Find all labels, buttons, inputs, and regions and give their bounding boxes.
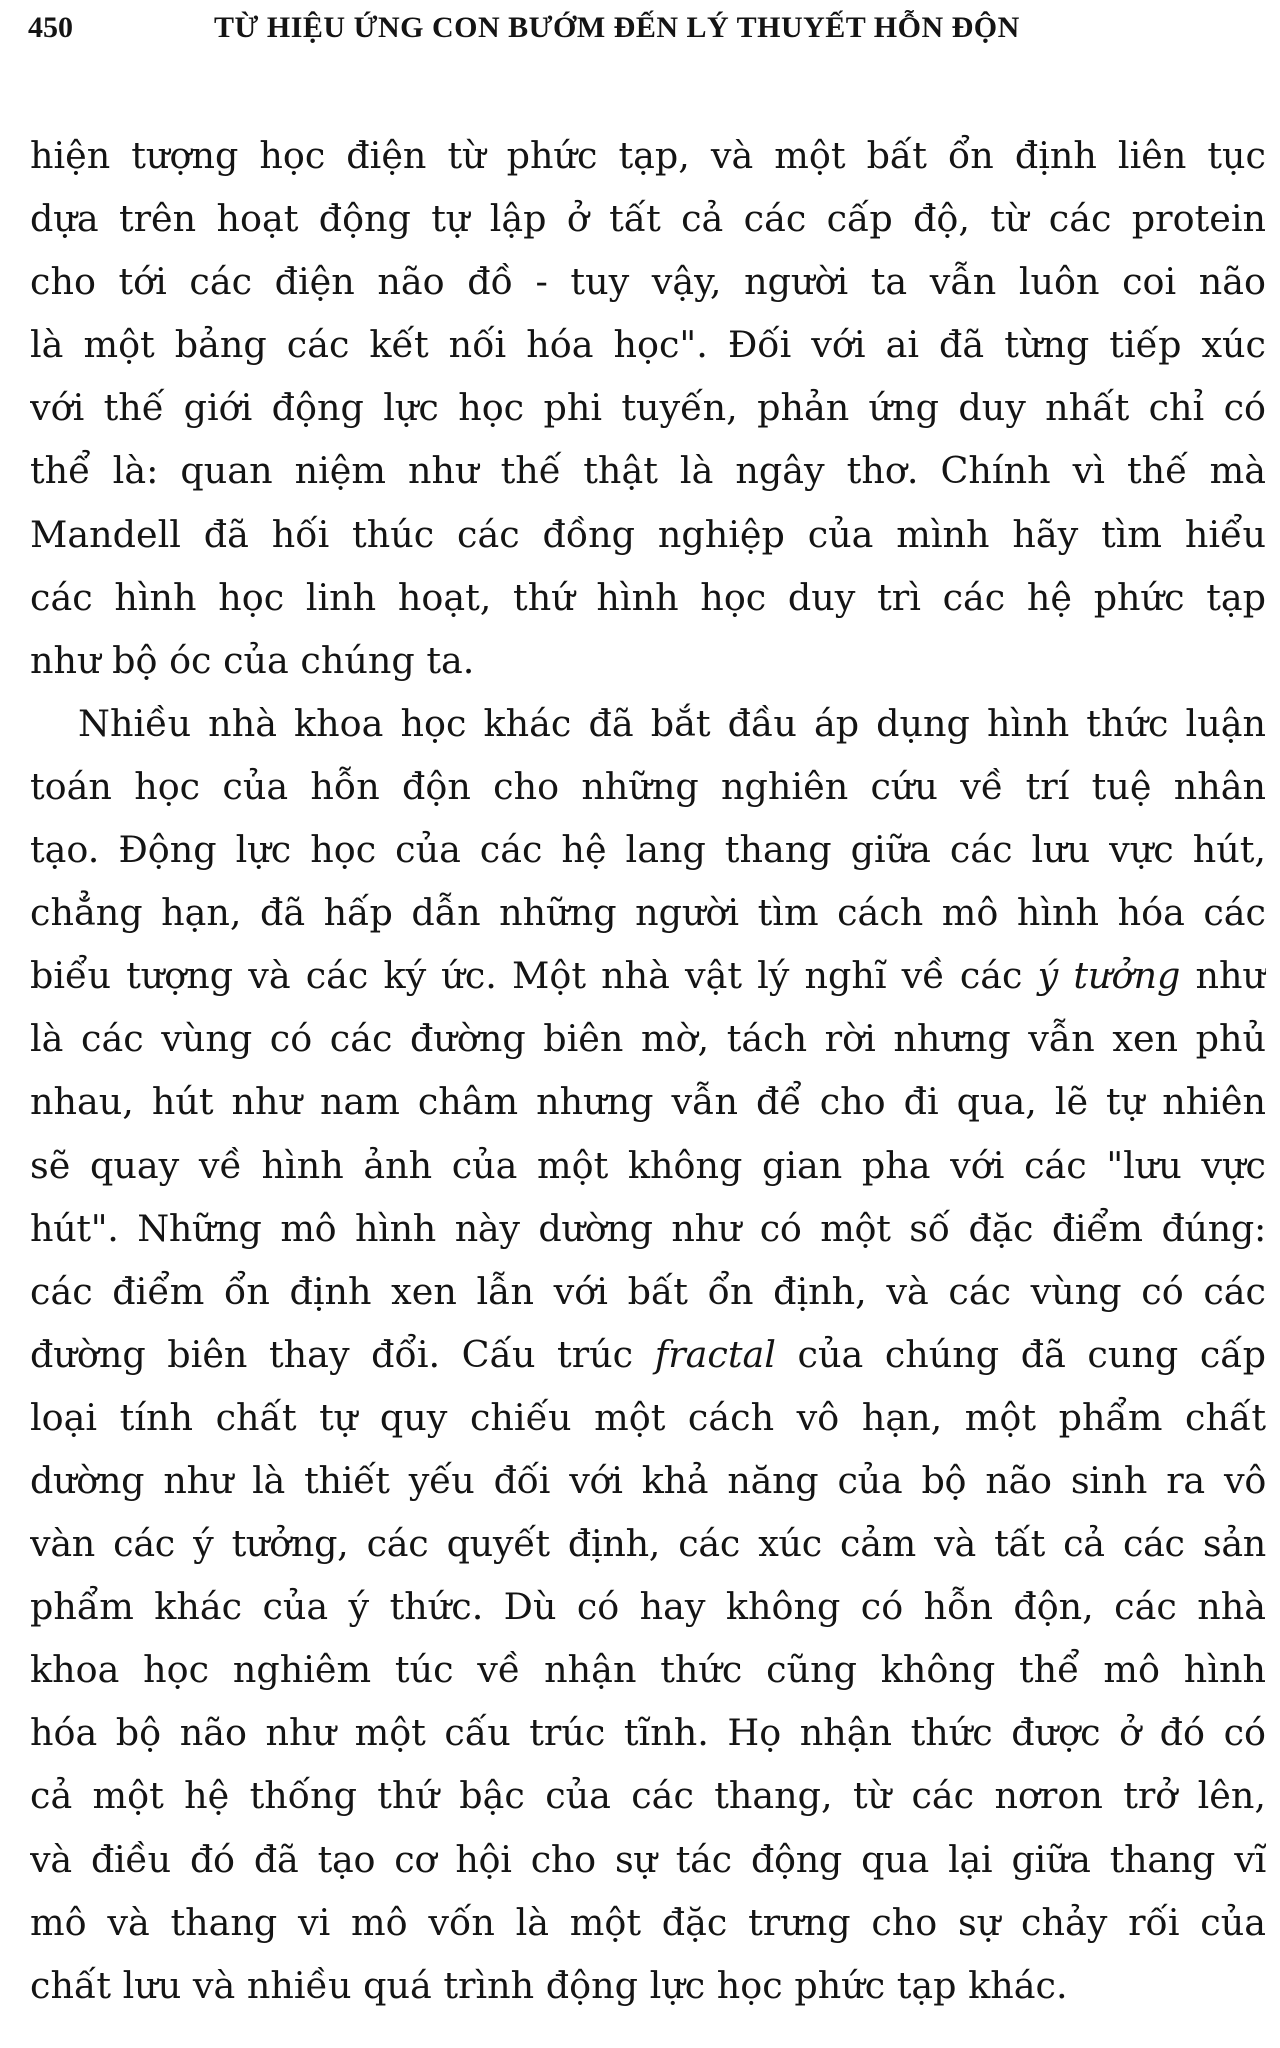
paragraph-1	[30, 124, 1266, 692]
paragraph-2	[30, 692, 1266, 2017]
text-line: là một bảng các kết nối hóa học". Đối với ai đã từng tiếp xúc	[30, 323, 1266, 367]
text-line: loại tính chất tự quy chiếu một cách vô hạn, một phẩm chất	[30, 1395, 1266, 1439]
text-line: và điều đó đã tạo cơ hội cho sự tác động qua lại giữa thang vĩ	[30, 1837, 1266, 1881]
text-segment: như	[1180, 954, 1266, 998]
italic-term: ý tưởng	[1037, 954, 1181, 998]
text-line: sẽ quay về hình ảnh của một không gian pha với các "lưu vực	[30, 1143, 1266, 1187]
text-line: các điểm ổn định xen lẫn với bất ổn định, và các vùng có các	[30, 1269, 1266, 1313]
text-line: chất lưu và nhiều quá trình động lực học phức tạp khác.	[30, 1963, 1068, 2007]
text-line: vàn các ý tưởng, các quyết định, các xúc cảm và tất cả các sản	[30, 1522, 1266, 1566]
text-line: Nhiều nhà khoa học khác đã bắt đầu áp dụng hình thức luận	[78, 701, 1266, 745]
text-line: chẳng hạn, đã hấp dẫn những người tìm cách mô hình hóa các	[30, 891, 1266, 935]
body-text	[30, 124, 1266, 2017]
text-line: khoa học nghiêm túc về nhận thức cũng không thể mô hình	[30, 1648, 1266, 1692]
running-header	[24, 8, 1256, 48]
text-line: là các vùng có các đường biên mờ, tách rời nhưng vẫn xen phủ	[30, 1017, 1266, 1061]
text-segment: biểu tượng và các ký ức. Một nhà vật lý nghĩ về các	[30, 954, 1038, 998]
text-line: Mandell đã hối thúc các đồng nghiệp của mình hãy tìm hiểu	[30, 512, 1266, 556]
text-line	[30, 1323, 1266, 1386]
text-line: như bộ óc của chúng ta.	[30, 638, 475, 682]
text-line: hiện tượng học điện từ phức tạp, và một bất ổn định liên tục	[30, 134, 1266, 177]
text-segment: đường biên thay đổi. Cấu trúc	[30, 1332, 655, 1376]
text-line: nhau, hút như nam châm nhưng vẫn để cho đi qua, lẽ tự nhiên	[30, 1080, 1266, 1124]
text-line: dựa trên hoạt động tự lập ở tất cả các cấp độ, từ các protein	[30, 197, 1266, 241]
text-line: dường như là thiết yếu đối với khả năng của bộ não sinh ra vô	[30, 1458, 1266, 1502]
text-line: phẩm khác của ý thức. Dù có hay không có hỗn độn, các nhà	[30, 1585, 1266, 1629]
text-line: thể là: quan niệm như thế thật là ngây thơ. Chính vì thế mà	[30, 449, 1266, 493]
text-line: các hình học linh hoạt, thứ hình học duy trì các hệ phức tạp	[30, 575, 1266, 619]
text-line: hút". Những mô hình này dường như có một số đặc điểm đúng:	[30, 1206, 1266, 1250]
italic-term: fractal	[654, 1332, 776, 1376]
text-line: tạo. Động lực học của các hệ lang thang giữa các lưu vực hút,	[30, 828, 1266, 872]
text-line: hóa bộ não như một cấu trúc tĩnh. Họ nhận thức được ở đó có	[30, 1711, 1266, 1755]
book-title: TỪ HIỆU ỨNG CON BƯỚM ĐẾN LÝ THUYẾT HỖN ĐỘN	[214, 11, 1020, 44]
page-number: 450	[28, 11, 73, 44]
text-line: toán học của hỗn độn cho những nghiên cứu về trí tuệ nhân	[30, 764, 1266, 808]
text-line: cả một hệ thống thứ bậc của các thang, từ các nơron trở lên,	[30, 1774, 1266, 1818]
text-line	[30, 944, 1266, 1007]
text-segment: của chúng đã cung cấp	[775, 1332, 1266, 1376]
text-line: với thế giới động lực học phi tuyến, phản ứng duy nhất chỉ có	[30, 386, 1266, 430]
text-line: mô và thang vi mô vốn là một đặc trưng cho sự chảy rối của	[30, 1900, 1266, 1944]
text-line: cho tới các điện não đồ - tuy vậy, người ta vẫn luôn coi não	[30, 260, 1266, 304]
